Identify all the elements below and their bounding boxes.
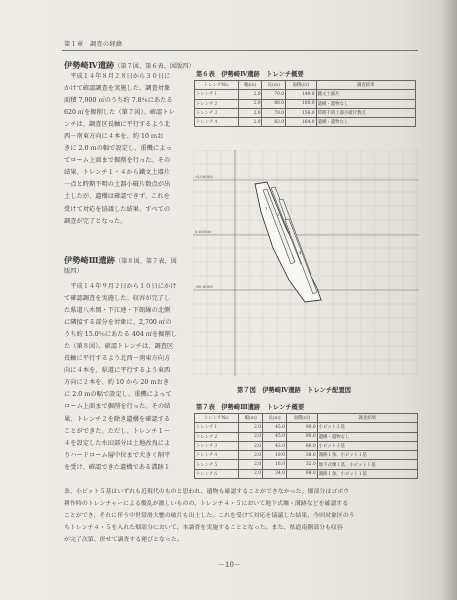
cell: 2.0 bbox=[238, 99, 262, 108]
cell: 小ピット２基 bbox=[317, 441, 417, 450]
figure7-caption: 第７図 伊勢崎Ⅳ遺跡 トレンチ配置図 bbox=[237, 387, 352, 394]
table-row bbox=[195, 441, 418, 450]
text-line: ンチは、調査区長軸に平行するよう北 bbox=[64, 121, 171, 129]
cell: 82.0 bbox=[262, 118, 286, 127]
text-line: ことができた。ただし、トレンチ１～ bbox=[64, 427, 171, 435]
cell: 68.0 bbox=[286, 469, 317, 478]
section-ref: （第８図、第７表、図 bbox=[114, 258, 177, 265]
cell: 鐵文土器片 bbox=[316, 90, 415, 99]
cell: 43.0 bbox=[263, 441, 287, 450]
col-header: 幅(ｍ) bbox=[238, 81, 262, 90]
table6-caption: 第６表 伊勢崎Ⅳ遺跡 トレンチ概要 bbox=[196, 71, 304, 78]
cell: 2.0 bbox=[238, 118, 262, 127]
text-line: て確認調査を実施した。収容が完了し bbox=[64, 295, 171, 303]
text-line: に隣接する部分を対象に、2,700 ㎡の bbox=[64, 319, 172, 327]
cell: トレンチ４ bbox=[195, 118, 239, 127]
header-rule bbox=[62, 50, 418, 51]
text-line: た（第８図）。確認トレンチは、調査区 bbox=[64, 343, 174, 351]
coord-label: -0.00000 bbox=[195, 174, 213, 179]
svg-text:1: 1 bbox=[265, 207, 268, 211]
cell: 90.0 bbox=[286, 423, 317, 432]
cell: トレンチ３ bbox=[195, 108, 239, 117]
cell: 160.0 bbox=[286, 99, 316, 108]
cell: 164.0 bbox=[286, 118, 316, 127]
section4-body bbox=[64, 71, 189, 228]
text-line: 土したが、遺構は確認できず、これを bbox=[64, 193, 170, 201]
table7 bbox=[194, 413, 418, 479]
text-line: 条、小ピット５基はいずれも近現代のものと思われ、遺物も確認することができなかった。畑部分はゴボウ bbox=[64, 488, 350, 495]
section3-body-fullwidth bbox=[64, 486, 418, 546]
text-line: 西－南東方向に４本を、約 10 ｍお bbox=[64, 133, 164, 141]
cell: 2.0 bbox=[239, 423, 263, 432]
text-line: 受けて対応を協議した結果、すべての bbox=[64, 205, 171, 213]
cell: 86.0 bbox=[286, 441, 317, 450]
text-line: た県道八木岡・下江連・下館線の北側 bbox=[64, 307, 171, 315]
text-line: が完了次第、併せて調査する運びとなった。 bbox=[64, 536, 183, 544]
cell: 156.0 bbox=[286, 108, 316, 117]
text-line: 調査が完了となった。 bbox=[64, 217, 127, 225]
col-header: 調査結果 bbox=[316, 81, 415, 90]
cell: トレンチ５ bbox=[195, 460, 239, 469]
table-row bbox=[195, 108, 416, 117]
section3-body bbox=[64, 281, 189, 474]
cell: トレンチ４ bbox=[195, 451, 239, 460]
page-binding-shadow bbox=[441, 0, 457, 600]
text-line: ４を設定した水田部分は土地改良によ bbox=[64, 439, 171, 447]
cell: 16.0 bbox=[263, 460, 287, 469]
text-line: 果、トレンチ２を除き遺構を確認する bbox=[64, 415, 171, 423]
text-line: 一点と時期不明の土器小破片数点が出 bbox=[64, 181, 171, 189]
col-header: 面積(㎡) bbox=[286, 414, 317, 423]
cell: 32.0 bbox=[286, 460, 317, 469]
text-line: 620 ㎡を掘削した（第７図）。確認トレ bbox=[64, 109, 175, 117]
coord-label: 0.00000 bbox=[195, 229, 212, 234]
text-line: ことができ、それに伴う中世常滑大甕の破片も出土した。これを受けて対応を協議した結果、今回対象区のう bbox=[64, 512, 355, 520]
text-line: きに 2.0 ｍの幅で設定し、重機によっ bbox=[64, 145, 172, 153]
table-row bbox=[195, 90, 416, 99]
text-line: かけて確認調査を実施した。調査対象 bbox=[64, 85, 171, 93]
trench-layout-map bbox=[193, 150, 419, 376]
text-line: 面積 7,900 ㎡のうち約 7.8％にあたる bbox=[64, 97, 173, 105]
cell: 2.0 bbox=[239, 460, 263, 469]
svg-text:4: 4 bbox=[299, 251, 302, 255]
cell: 2.0 bbox=[238, 90, 262, 99]
cell: トレンチ６ bbox=[195, 469, 239, 478]
section-title-iseizaki-4 bbox=[64, 60, 195, 71]
cell: 遺構・遺物なし bbox=[316, 118, 415, 127]
section-title: 伊勢崎Ⅲ遺跡 bbox=[64, 255, 115, 265]
cell: 2.0 bbox=[239, 441, 263, 450]
text-line: 耕作時のトレンチャーによる攪乱が激しいものの、トレンチ４・５において地下式壙・溝跡などを確認する bbox=[64, 500, 349, 508]
section-title-iseizaki-3 bbox=[64, 255, 177, 266]
cell: トレンチ３ bbox=[195, 441, 239, 450]
text-line: に 2.0 ｍの幅で設定し、重機によって bbox=[64, 391, 172, 399]
cell: トレンチ１ bbox=[195, 423, 239, 432]
table-row bbox=[195, 432, 418, 441]
text-line: てローム上面まで掘削を行った。その bbox=[64, 157, 171, 165]
col-header: 幅(ｍ) bbox=[239, 414, 263, 423]
cell: トレンチ１ bbox=[195, 90, 239, 99]
svg-text:3: 3 bbox=[288, 231, 291, 235]
cell: 140.0 bbox=[286, 90, 316, 99]
cell: 溝跡１条、小ピット１基 bbox=[317, 451, 417, 460]
section-title: 伊勢崎Ⅳ遺跡 bbox=[64, 60, 115, 70]
section-ref: （第７図、第６表、図版四） bbox=[114, 63, 195, 70]
cell: 溝跡１条、小ピット１基 bbox=[317, 469, 417, 478]
cell: 34.0 bbox=[263, 469, 287, 478]
cell: 2.0 bbox=[239, 432, 263, 441]
text-line: 平成１４年８月２８日から３０日に bbox=[64, 73, 171, 80]
col-header: トレンチNo. bbox=[195, 414, 239, 423]
text-line: 長軸に平行するよう北西－南東方向方 bbox=[64, 355, 171, 363]
col-header: トレンチNo. bbox=[195, 81, 239, 90]
cell: 遺構・遺物なし bbox=[317, 432, 417, 441]
cell: 80.0 bbox=[262, 99, 286, 108]
col-header: 長(ｍ) bbox=[263, 414, 287, 423]
col-header: 長(ｍ) bbox=[262, 81, 286, 90]
cell: トレンチ２ bbox=[195, 432, 239, 441]
text-line: りハードローム層中位まで大きく削平 bbox=[64, 451, 171, 459]
page-number: －10－ bbox=[218, 561, 241, 569]
table-row bbox=[195, 460, 418, 469]
text-line: 平成１４年９月２日から１０日にかけ bbox=[64, 283, 177, 290]
cell: 小ピット２基 bbox=[317, 423, 417, 432]
text-line: 向に４本を、県道に平行するよう東西 bbox=[64, 367, 171, 375]
cell: 2.0 bbox=[239, 469, 263, 478]
col-header: 調査結果 bbox=[317, 414, 417, 423]
table-header-row bbox=[195, 414, 418, 423]
cell: 45.0 bbox=[263, 423, 287, 432]
svg-text:2: 2 bbox=[277, 213, 280, 217]
text-line: 結果、トレンチ１・４から鐵文土器片 bbox=[64, 169, 171, 177]
section-ref-continued: 版四） bbox=[64, 268, 83, 275]
table-row bbox=[195, 469, 418, 478]
cell: 38.0 bbox=[286, 451, 317, 460]
table-header-row bbox=[195, 81, 416, 90]
table-row bbox=[195, 423, 418, 432]
coord-label: -60.0000 bbox=[195, 284, 213, 289]
table-row bbox=[195, 118, 416, 127]
table7-caption: 第７表 伊勢崎Ⅲ遺跡 トレンチ概要 bbox=[196, 404, 305, 411]
text-line: 方向に２本を、約 10 から 20 ｍおき bbox=[64, 379, 170, 387]
col-header: 面積(㎡) bbox=[286, 81, 316, 90]
cell: 19.0 bbox=[263, 451, 287, 460]
text-line: うち約 15.0％にあたる 404 ㎡を掘削し bbox=[64, 331, 178, 339]
table-row bbox=[195, 99, 416, 108]
cell: 時期不明土器小破片数点 bbox=[316, 108, 415, 117]
cell: 45.0 bbox=[263, 432, 287, 441]
cell: 遺構・遺物なし bbox=[316, 99, 415, 108]
cell: 地下式壙１基、小ピット１基 bbox=[317, 460, 417, 469]
text-line: ローム上面まで掘削を行った。その結 bbox=[64, 403, 171, 411]
cell: 90.0 bbox=[286, 432, 317, 441]
cell: トレンチ２ bbox=[195, 99, 239, 108]
table6 bbox=[194, 80, 416, 127]
table-row bbox=[195, 451, 418, 460]
text-line: を受け、確認できた遺構である溝跡１ bbox=[64, 463, 170, 471]
cell: 78.0 bbox=[262, 108, 286, 117]
running-header: 第１章 調査の経緯 bbox=[64, 41, 123, 48]
cell: 2.0 bbox=[238, 108, 262, 117]
cell: 2.0 bbox=[239, 451, 263, 460]
text-line: ちトレンチ４・５を入れた畑部分において、本調査を実施することとなった。また、県道南側部分も収容 bbox=[64, 524, 343, 532]
cell: 70.0 bbox=[262, 90, 286, 99]
